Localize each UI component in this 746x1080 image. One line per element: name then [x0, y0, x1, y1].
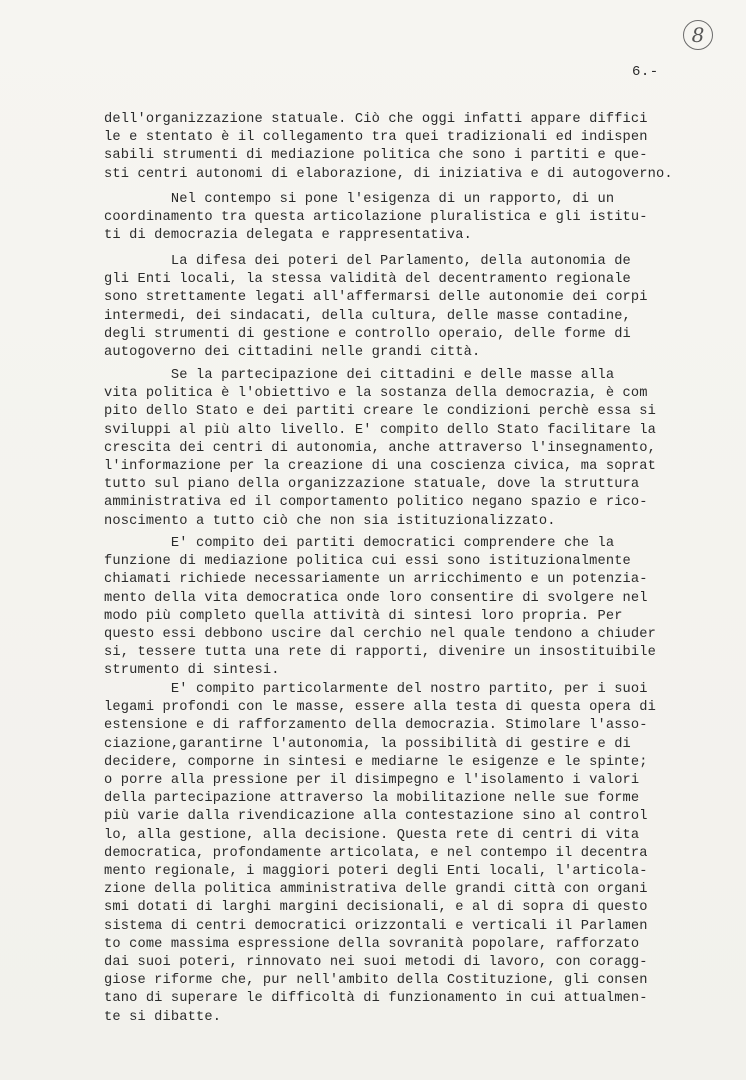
paragraph: E' compito particolarmente del nostro partito, per i suoi legami profondi con le masse, essere alla testa di questa opera di estensione e di rafforzamento della democrazia. Stimolare l'asso- ciazione,garantirne l'autonomia, la possibilità di gestire e di decidere, comporne in sintesi e mediarne le esigenze e le spinte; o porre alla pressione per il disimpegno e l'isolamento i valori della partecipazione attraverso la mobilitazione nelle sue forme più varie dalla rivendicazione alla contestazione sino al control lo, alla gestione, alla decisione. Questa rete di centri di vita democratica, profondamente articolata, e nel contempo il decentra mento regionale, i maggiori poteri degli Enti locali, l'articola- zione della politica amministrativa delle grandi città con organi smi dotati di larghi margini decisionali, e al di sopra di questo sistema di centri democratici orizzontali e verticali il Parlamen to come massima espressione della sovranità popolare, rafforzato dai suoi poteri, rinnovato nei suoi metodi di lavoro, con coragg- giose riforme che, pur nell'ambito della Costituzione, gli consen tano di superare le difficoltà di funzionamento in cui attualmen- te si dibatte.	[104, 682, 657, 1025]
paragraph: Se la partecipazione dei cittadini e delle masse alla vita politica è l'obiettivo e la sostanza della democrazia, è com pito dello Stato e dei partiti creare le condizioni perchè essa si sviluppi al più alto livello. E' compito dello Stato facilitare la crescita dei centri di autonomia, anche attraverso l'insegnamento, l'informazione per la creazione di una coscienza civica, ma soprat tutto sul piano della organizzazione statuale, dove la struttura amministrativa ed il comportamento politico negano spazio e rico- noscimento a tutto ciò che non sia istituzionalizzato.	[104, 368, 657, 529]
paragraph: dell'organizzazione statuale. Ciò che oggi infatti appare diffici le e stentato è il collegamento tra quei tradizionali ed indispen sabili strumenti di mediazione politica che sono i partiti e que- sti centri autonomi di elaborazione, di iniziativa e di autogoverno.	[104, 112, 673, 182]
paragraph: E' compito dei partiti democratici comprendere che la funzione di mediazione politica cui essi sono istituzionalmente chiamati richiede necessariamente un arricchimento e un potenzia- mento della vita democratica onde loro consentire di svolgere nel modo più completo quella attività di sintesi loro propria. Per questo essi debbono uscire dal cerchio nel quale tendono a chiuder si, tessere tutta una rete di rapporti, divenire un insostituibile strumento di sintesi.	[104, 536, 657, 679]
paragraph: Nel contempo si pone l'esigenza di un rapporto, di un coordinamento tra questa articolazione pluralistica e gli istitu- ti di democrazia delegata e rappresentativa.	[104, 192, 648, 244]
page-number: 6.-	[632, 64, 659, 80]
page-stamp: 8	[683, 20, 713, 50]
paragraph: La difesa dei poteri del Parlamento, della autonomia de gli Enti locali, la stessa validità del decentramento regionale sono strettamente legati all'affermarsi delle autonomie dei corpi intermedi, dei sindacati, della cultura, delle masse contadine, degli strumenti di gestione e controllo operaio, delle forme di autogoverno dei cittadini nelle grandi città.	[104, 254, 648, 361]
